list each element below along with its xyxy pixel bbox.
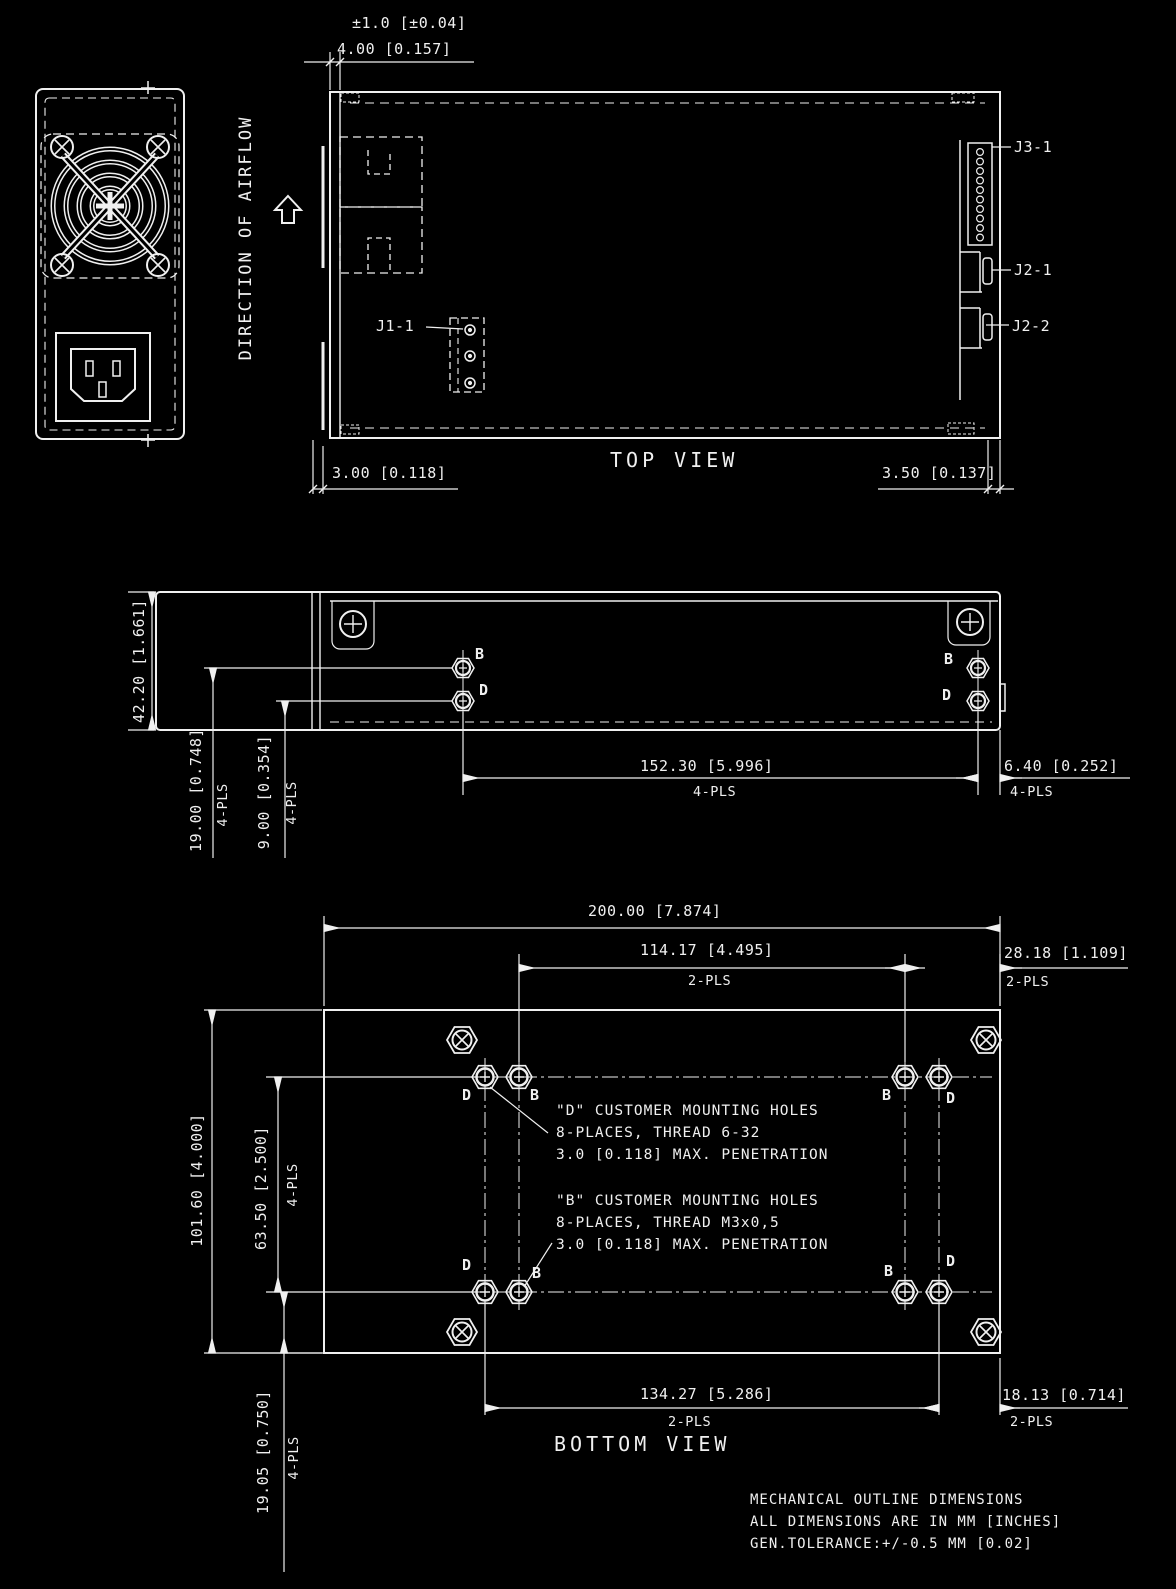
note-b-line1: "B" CUSTOMER MOUNTING HOLES (556, 1193, 819, 1209)
dim-width-bottom: 200.00 [7.874] (588, 902, 722, 920)
hole-label-b: B (532, 1264, 542, 1282)
hole-label-b: B (944, 650, 954, 668)
dim-63mm-pls: 4-PLS (285, 1163, 301, 1207)
bottom-view-title: BOTTOM VIEW (554, 1432, 731, 1456)
dim-18mm: 18.13 [0.714] (1002, 1386, 1126, 1404)
connector-j2-1 (960, 252, 992, 292)
connector-j1-label: J1-1 (376, 317, 415, 335)
hole-label-d: D (942, 686, 952, 704)
footer-note-line2: ALL DIMENSIONS ARE IN MM [INCHES] (750, 1514, 1062, 1530)
dim-28mm: 28.18 [1.109] (1004, 944, 1128, 962)
dim-18mm-pls: 2-PLS (1010, 1414, 1054, 1430)
dim-9mm-side-pls: 4-PLS (284, 781, 300, 825)
side-view-outline (156, 592, 1005, 730)
dim-4mm: 4.00 [0.157] (337, 40, 452, 58)
dim-19mm-side: 19.00 [0.748] (187, 728, 205, 852)
top-view-outline (323, 92, 1011, 438)
connector-j2-2-label: J2-2 (1012, 317, 1051, 335)
connector-block-right (960, 140, 1011, 400)
note-b-line2: 8-PLACES, THREAD M3x0,5 (556, 1215, 780, 1231)
dim-114mm: 114.17 [4.495] (640, 941, 774, 959)
connector-j2-2 (960, 308, 992, 348)
bottom-view-outline (324, 1010, 1001, 1353)
dim-height-bottom: 101.60 [4.000] (188, 1113, 206, 1247)
airflow-arrow (275, 196, 301, 223)
hole-label-b: B (882, 1086, 892, 1104)
dim-134mm-pls: 2-PLS (668, 1414, 712, 1430)
dim-tolerance-top: ±1.0 [±0.04] (352, 14, 467, 32)
note-b-line3: 3.0 [0.118] MAX. PENETRATION (556, 1237, 829, 1253)
dim-9mm-side: 9.00 [0.354] (255, 734, 273, 850)
connector-j1 (426, 318, 484, 392)
dim-19-05mm-pls: 4-PLS (286, 1436, 302, 1480)
note-d-line2: 8-PLACES, THREAD 6-32 (556, 1125, 761, 1141)
connector-j2-1-label: J2-1 (1014, 261, 1053, 279)
hole-label-b: B (884, 1262, 894, 1280)
footer-note-line3: GEN.TOLERANCE:+/-0.5 MM [0.02] (750, 1536, 1033, 1552)
hole-label-d: D (946, 1089, 956, 1107)
hole-label-d: D (462, 1256, 472, 1274)
dim-3mm: 3.00 [0.118] (332, 464, 447, 482)
hole-label-b: B (475, 645, 485, 663)
dim-19mm-side-pls: 4-PLS (215, 783, 231, 827)
front-view (36, 81, 184, 447)
top-view-title: TOP VIEW (610, 448, 739, 472)
dim-19-05mm: 19.05 [0.750] (254, 1390, 272, 1514)
dim-114mm-pls: 2-PLS (688, 973, 732, 989)
dim-28mm-pls: 2-PLS (1006, 974, 1050, 990)
dim-6-4mm: 6.40 [0.252] (1004, 757, 1119, 775)
ac-inlet (56, 333, 150, 421)
dim-63mm: 63.50 [2.500] (252, 1126, 270, 1250)
hole-label-d: D (479, 681, 489, 699)
connector-j3-label: J3-1 (1014, 138, 1053, 156)
dim-134mm: 134.27 [5.286] (640, 1385, 774, 1403)
hole-label-d: D (462, 1086, 472, 1104)
dim-height-side: 42.20 [1.661] (130, 599, 148, 723)
note-d-line3: 3.0 [0.118] MAX. PENETRATION (556, 1147, 829, 1163)
hole-label-d: D (946, 1252, 956, 1270)
dim-152mm: 152.30 [5.996] (640, 757, 774, 775)
dim-6-4mm-pls: 4-PLS (1010, 784, 1054, 800)
dim-152mm-pls: 4-PLS (693, 784, 737, 800)
note-d-line1: "D" CUSTOMER MOUNTING HOLES (556, 1103, 819, 1119)
hole-label-b: B (530, 1086, 540, 1104)
footer-note-line1: MECHANICAL OUTLINE DIMENSIONS (750, 1492, 1024, 1508)
airflow-direction-label: DIRECTION OF AIRFLOW (236, 115, 256, 361)
dim-3-5mm: 3.50 [0.137] (882, 464, 997, 482)
